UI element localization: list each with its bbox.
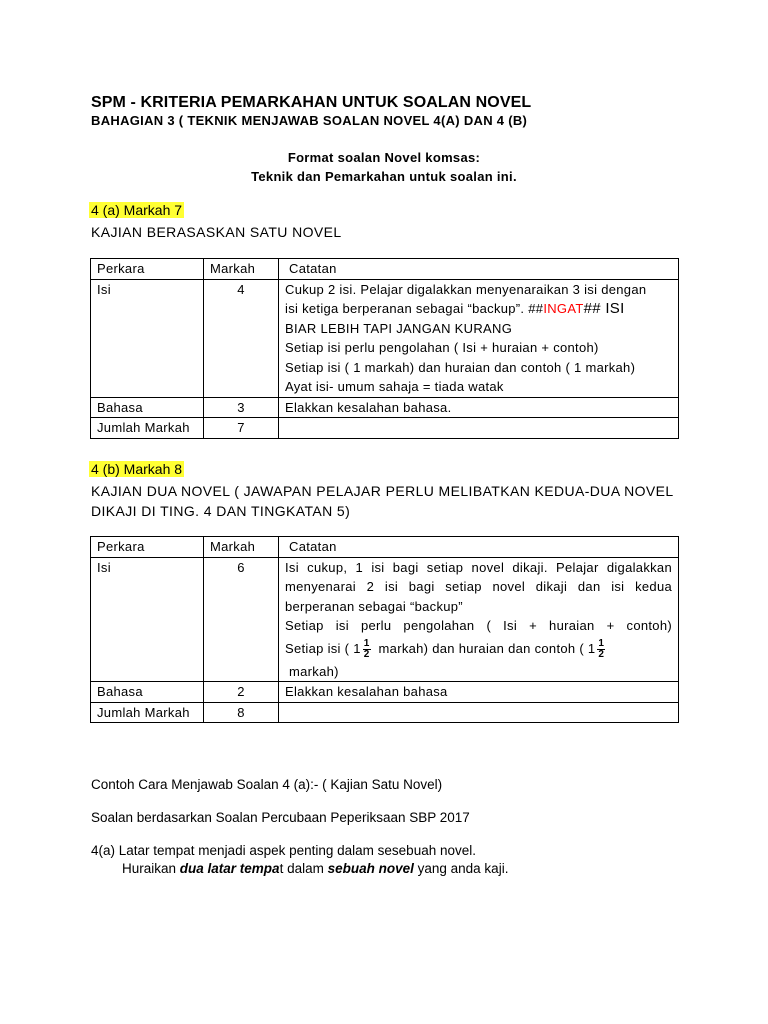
cell-markah: 2: [204, 682, 279, 703]
catatan-line: Ayat isi- umum sahaja = tiada watak: [285, 379, 504, 394]
header-catatan: Catatan: [279, 259, 679, 280]
cell-perkara: Bahasa: [91, 682, 204, 703]
table-row: [91, 397, 679, 418]
fraction-denominator: 2: [598, 648, 605, 660]
question-text: yang anda kaji.: [413, 861, 509, 876]
table-row: [91, 279, 679, 397]
catatan-line: BIAR LEBIH TAPI JANGAN KURANG: [285, 320, 513, 336]
format-line-1: Format soalan Novel komsas:: [287, 150, 481, 165]
catatan-line: Setiap isi perlu pengolahan ( Isi + huraian + contoh): [285, 618, 672, 633]
cell-markah: 6: [204, 557, 279, 682]
cell-markah: 4: [204, 279, 279, 397]
catatan-text: Setiap isi ( 1: [285, 640, 361, 656]
section-a-heading-highlight: 4 (a) Markah 7: [91, 202, 183, 218]
question-line-2: [122, 861, 508, 876]
cell-catatan: [279, 279, 679, 397]
question-emphasis: dua latar tempa: [179, 861, 280, 876]
catatan-line: Cukup 2 isi. Pelajar digalakkan menyenaraikan 3 isi dengan: [285, 281, 647, 297]
header-catatan: Catatan: [279, 537, 679, 558]
section-b-table: [90, 536, 679, 723]
table-row: [91, 682, 679, 703]
section-b-heading-highlight: 4 (b) Markah 8: [91, 461, 183, 477]
document-title: SPM - KRITERIA PEMARKAHAN UNTUK SOALAN NOVEL: [91, 94, 532, 111]
table-header-row: [91, 259, 679, 280]
header-perkara: Perkara: [91, 259, 204, 280]
section-a-description: KAJIAN BERASASKAN SATU NOVEL: [91, 224, 342, 240]
catatan-line: Setiap isi perlu pengolahan ( Isi + huraian + contoh): [285, 340, 599, 355]
table-header-row: [91, 537, 679, 558]
header-markah: Markah: [204, 259, 279, 280]
cell-perkara: Jumlah Markah: [91, 702, 204, 723]
catatan-text: markah) dan huraian dan contoh ( 1: [378, 640, 596, 656]
question-text: t dalam: [279, 861, 328, 876]
contoh-heading: Contoh Cara Menjawab Soalan 4 (a):- ( Kajian Satu Novel): [91, 777, 443, 792]
catatan-text: isi ketiga berperanan sebagai “backup”. ##: [285, 301, 544, 316]
question-text: Huraikan: [122, 861, 180, 876]
cell-perkara: Bahasa: [91, 397, 204, 418]
section-b-description-line: KAJIAN DUA NOVEL ( JAWAPAN PELAJAR PERLU MELIBATKAN KEDUA-DUA NOVEL: [91, 483, 674, 499]
section-b-description: [91, 481, 691, 521]
document-subtitle: BAHAGIAN 3 ( TEKNIK MENJAWAB SOALAN NOVEL 4(A) DAN 4 (B): [91, 113, 528, 128]
format-line-2: Teknik dan Pemarkahan untuk soalan ini.: [251, 169, 517, 184]
cell-perkara: Jumlah Markah: [91, 418, 204, 439]
half-fraction: [363, 639, 371, 660]
table-row: [91, 557, 679, 682]
ingat-warning: INGAT: [543, 301, 584, 316]
table-row: [91, 418, 679, 439]
catatan-line: [285, 636, 672, 662]
fraction-numerator: 1: [598, 637, 605, 649]
cell-markah: 3: [204, 397, 279, 418]
cell-catatan: [279, 418, 679, 439]
catatan-line: Setiap isi ( 1 markah) dan huraian dan contoh ( 1 markah): [285, 359, 636, 375]
section-b-description-line: DIKAJI DI TING. 4 DAN TINGKATAN 5): [91, 503, 351, 519]
section-a-table: [90, 258, 679, 439]
catatan-line: [285, 299, 672, 319]
cell-catatan: [279, 557, 679, 682]
cell-markah: 8: [204, 702, 279, 723]
header-markah: Markah: [204, 537, 279, 558]
half-fraction: [597, 639, 605, 660]
cell-markah: 7: [204, 418, 279, 439]
section-a-heading: [89, 202, 184, 218]
soalan-source: Soalan berdasarkan Soalan Percubaan Peperiksaan SBP 2017: [91, 810, 470, 825]
cell-catatan: Elakkan kesalahan bahasa.: [279, 397, 679, 418]
question-emphasis: sebuah novel: [327, 861, 414, 876]
cell-perkara: Isi: [91, 557, 204, 682]
catatan-text: ## ISI: [583, 300, 625, 317]
fraction-numerator: 1: [363, 637, 370, 649]
question-line-1: 4(a) Latar tempat menjadi aspek penting dalam sesebuah novel.: [91, 843, 476, 858]
fraction-denominator: 2: [363, 648, 370, 660]
table-row: [91, 702, 679, 723]
cell-catatan: [279, 702, 679, 723]
catatan-paragraph: Isi cukup, 1 isi bagi setiap novel dikaji. Pelajar digalakkan menyenarai 2 isi bagi setiap novel dikaji dan isi kedua berperanan sebagai “backup”: [285, 559, 672, 614]
catatan-line: markah): [289, 663, 339, 679]
section-b-heading: [89, 461, 184, 477]
cell-catatan: Elakkan kesalahan bahasa: [279, 682, 679, 703]
cell-perkara: Isi: [91, 279, 204, 397]
header-perkara: Perkara: [91, 537, 204, 558]
